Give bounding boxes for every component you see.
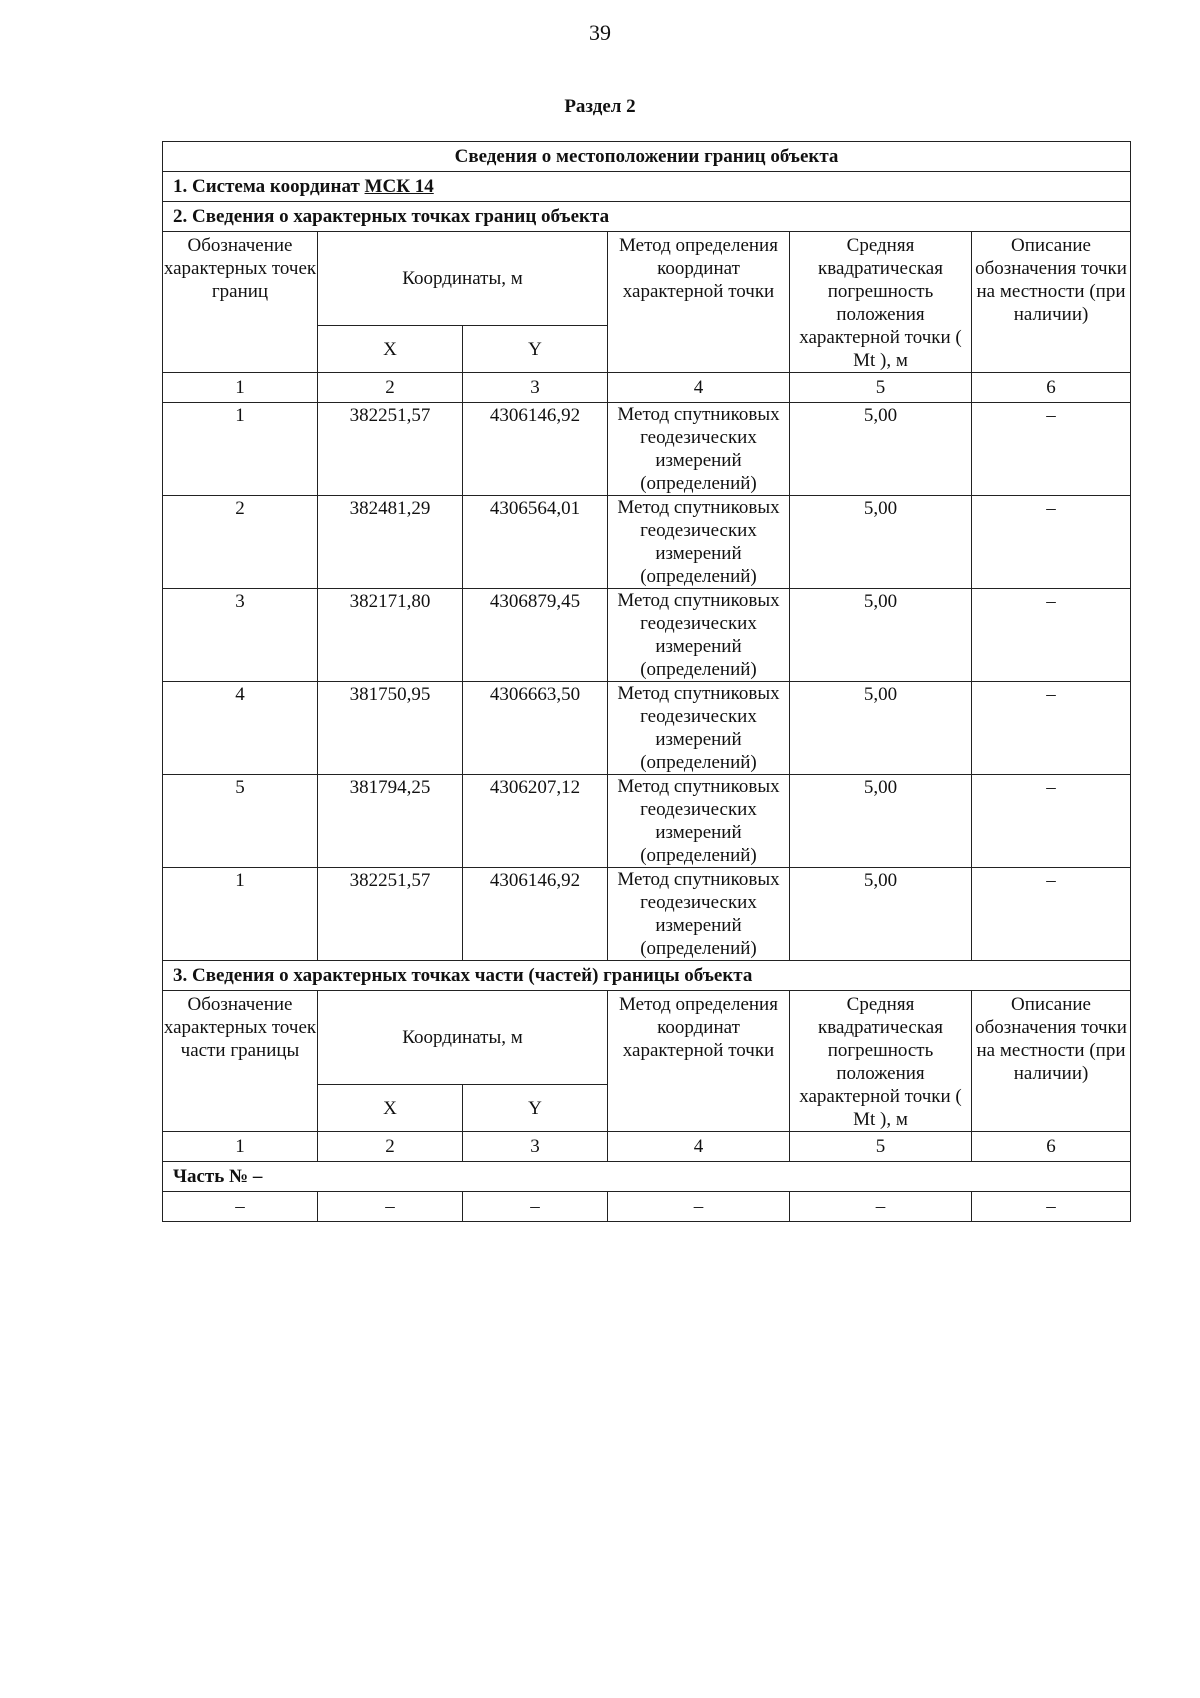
header2-y: Y (463, 1085, 608, 1132)
header2-point-designation: Обозначение характерных точек части границы (163, 991, 318, 1132)
table-row (163, 868, 1131, 961)
section-title: Раздел 2 (564, 96, 636, 117)
point-accuracy: 5,00 (790, 682, 972, 775)
table-title: Сведения о местоположении границ объекта (163, 142, 1131, 172)
part-cell: – (790, 1192, 972, 1222)
point-id: 4 (163, 682, 318, 775)
boundary-points-heading: 2. Сведения о характерных точках границ объекта (163, 202, 1131, 232)
point-description: – (972, 403, 1131, 496)
header2-description: Описание обозначения точки на местности (при наличии) (972, 991, 1131, 1132)
table-row (163, 775, 1131, 868)
part-label: Часть № – (163, 1162, 1131, 1192)
part-cell: – (163, 1192, 318, 1222)
header-x: X (318, 326, 463, 373)
coord-system-label: 1. Система координат (173, 176, 360, 197)
point-accuracy: 5,00 (790, 403, 972, 496)
point-description: – (972, 682, 1131, 775)
point-x: 381794,25 (318, 775, 463, 868)
header2-accuracy: Средняя квадратическая погрешность положения характерной точки ( Mt ), м (790, 991, 972, 1132)
point-y: 4306146,92 (463, 868, 608, 961)
point-method: Метод спутниковых геодезических измерений (определений) (608, 496, 790, 589)
point-accuracy: 5,00 (790, 496, 972, 589)
boundary-table (162, 141, 1131, 1222)
column-number: 2 (318, 1132, 463, 1162)
column-number: 1 (163, 1132, 318, 1162)
point-description: – (972, 496, 1131, 589)
point-y: 4306146,92 (463, 403, 608, 496)
column-number: 3 (463, 1132, 608, 1162)
point-method: Метод спутниковых геодезических измерений (определений) (608, 682, 790, 775)
column-number: 2 (318, 373, 463, 403)
point-accuracy: 5,00 (790, 775, 972, 868)
part-cell: – (463, 1192, 608, 1222)
column-number: 5 (790, 373, 972, 403)
column-number: 4 (608, 373, 790, 403)
header2-method: Метод определения координат характерной точки (608, 991, 790, 1132)
column-number: 5 (790, 1132, 972, 1162)
point-id: 3 (163, 589, 318, 682)
part-cell: – (318, 1192, 463, 1222)
point-x: 382251,57 (318, 868, 463, 961)
point-id: 1 (163, 403, 318, 496)
table-row (163, 682, 1131, 775)
part-cell: – (972, 1192, 1131, 1222)
part-cell: – (608, 1192, 790, 1222)
point-y: 4306564,01 (463, 496, 608, 589)
point-id: 1 (163, 868, 318, 961)
table-row (163, 589, 1131, 682)
point-accuracy: 5,00 (790, 868, 972, 961)
header-y: Y (463, 326, 608, 373)
point-method: Метод спутниковых геодезических измерений (определений) (608, 589, 790, 682)
part-points-heading: 3. Сведения о характерных точках части (частей) границы объекта (163, 961, 1131, 991)
column-number: 1 (163, 373, 318, 403)
column-number: 6 (972, 1132, 1131, 1162)
header-method: Метод определения координат характерной точки (608, 232, 790, 373)
point-id: 5 (163, 775, 318, 868)
point-y: 4306207,12 (463, 775, 608, 868)
point-description: – (972, 775, 1131, 868)
table-row (163, 403, 1131, 496)
point-description: – (972, 868, 1131, 961)
column-number: 6 (972, 373, 1131, 403)
header2-coordinates: Координаты, м (318, 991, 608, 1085)
point-method: Метод спутниковых геодезических измерений (определений) (608, 868, 790, 961)
point-y: 4306663,50 (463, 682, 608, 775)
point-method: Метод спутниковых геодезических измерений (определений) (608, 403, 790, 496)
point-x: 382481,29 (318, 496, 463, 589)
header-accuracy: Средняя квадратическая погрешность положения характерной точки ( Mt ), м (790, 232, 972, 373)
column-number: 4 (608, 1132, 790, 1162)
point-id: 2 (163, 496, 318, 589)
page-number: 39 (589, 20, 611, 45)
coord-system-value: МСК 14 (364, 176, 434, 197)
header-coordinates: Координаты, м (318, 232, 608, 326)
point-x: 381750,95 (318, 682, 463, 775)
point-y: 4306879,45 (463, 589, 608, 682)
table-row (163, 496, 1131, 589)
point-x: 382251,57 (318, 403, 463, 496)
coord-system-row (163, 172, 1131, 202)
point-description: – (972, 589, 1131, 682)
point-accuracy: 5,00 (790, 589, 972, 682)
point-method: Метод спутниковых геодезических измерений (определений) (608, 775, 790, 868)
header-point-designation: Обозначение характерных точек границ (163, 232, 318, 373)
point-x: 382171,80 (318, 589, 463, 682)
header2-x: X (318, 1085, 463, 1132)
header-description: Описание обозначения точки на местности (при наличии) (972, 232, 1131, 373)
column-number: 3 (463, 373, 608, 403)
